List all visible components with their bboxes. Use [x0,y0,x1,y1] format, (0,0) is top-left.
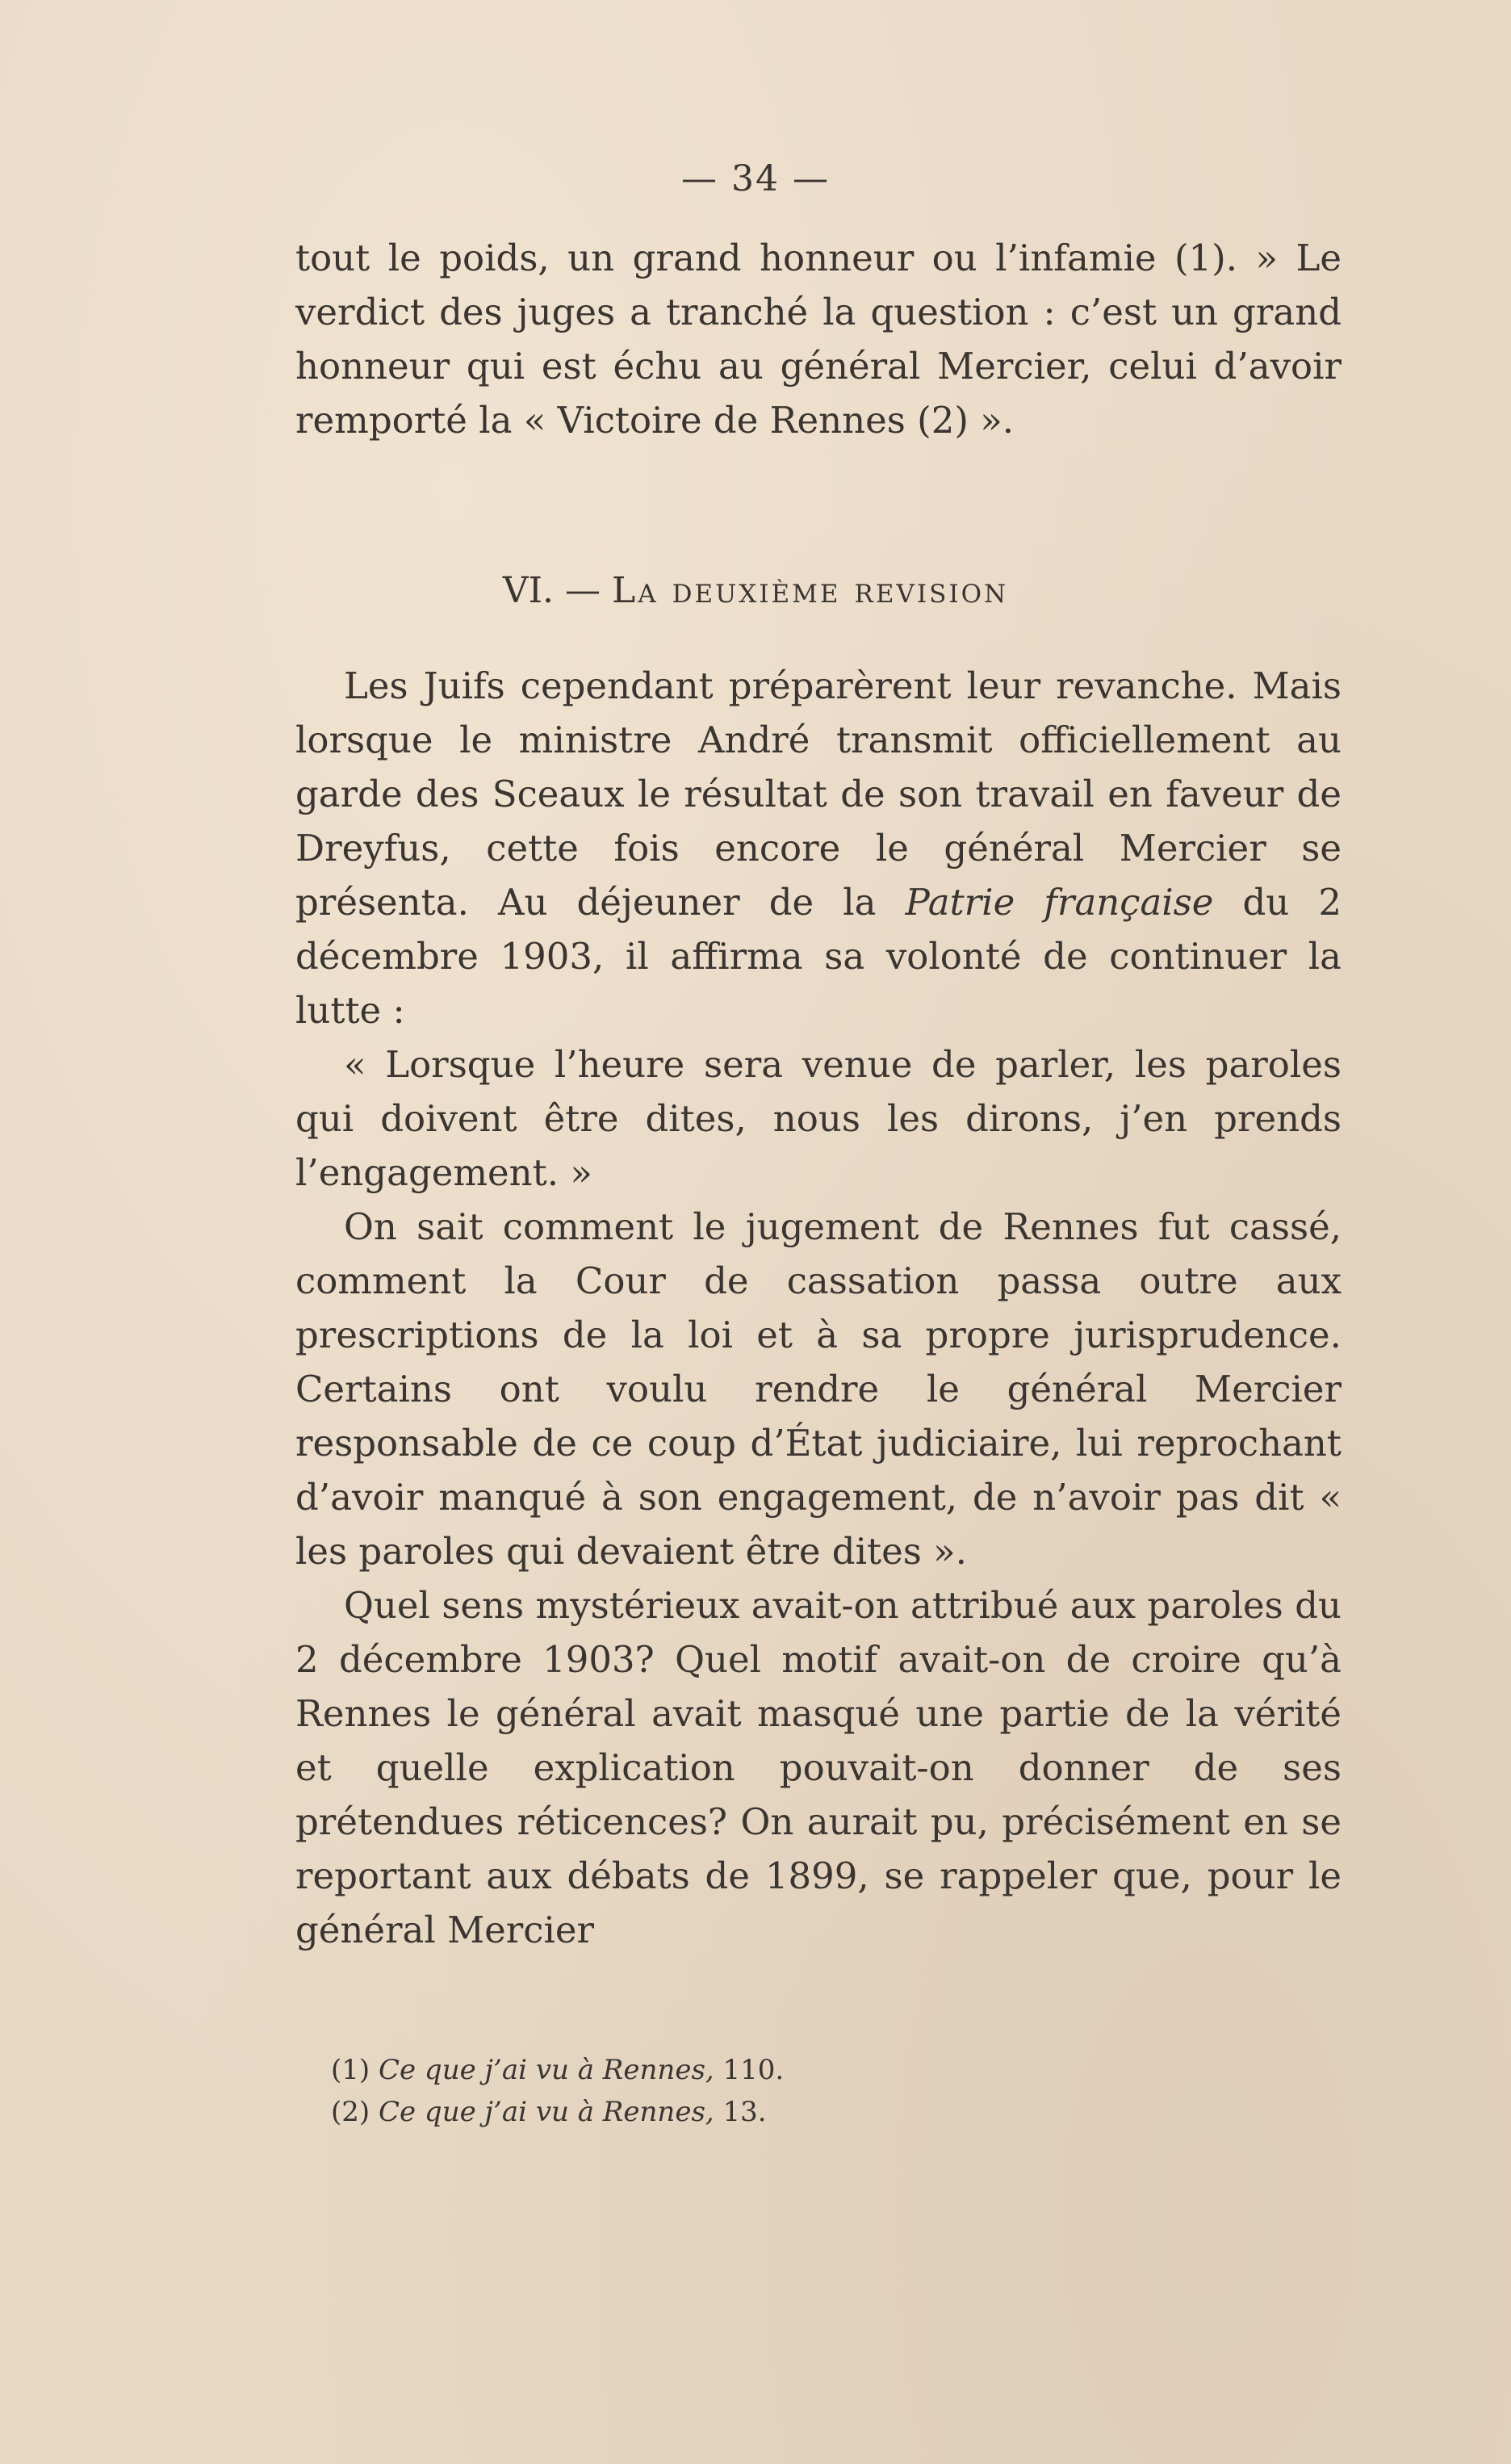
footnote-source: Ce que j’ai vu à Rennes, [378,2096,714,2128]
footnote-page: 13. [722,2096,767,2128]
section-heading [0,570,1511,611]
paragraph-text: Les Juifs cependant préparèrent leur revanche. Mais lorsque le ministre André transmit officiellement au garde des Sceaux le résultat de son travail en faveur de Dreyfus, cette fois encore le général Mercier se présenta. Au déjeuner de la [295,664,1341,924]
footnote-marker: (1) [331,2054,370,2086]
newspaper-title: Patrie française [905,881,1214,924]
section-number: VI. — [502,570,601,611]
intro-paragraph-block [295,231,1341,447]
footnote-marker: (2) [331,2096,370,2128]
paragraph-question: Quel sens mystérieux avait-on attribué aux paroles du 2 décembre 1903? Quel motif avait-on de croire qu’à Rennes le général avait masqué une partie de la vérité et quelle explication pouvait-on donner de ses prétendues réticences? On aurait pu, précisément en se reportant aux débats de 1899, se rappeler que, pour le général Mercier [295,1584,1341,1951]
page-number: — 34 — [681,158,830,199]
footnote [331,2049,1300,2091]
footnote-page: 110. [722,2054,785,2086]
footnotes [331,2049,1300,2133]
paragraph-revanche [295,659,1341,1037]
intro-paragraph: tout le poids, un grand honneur ou l’infamie (1). » Le verdict des juges a tranché la question : c’est un grand honneur qui est échu au général Mercier, celui d’avoir remporté la « Victoire de Rennes (2) ». [295,237,1341,442]
paragraph-quote: « Lorsque l’heure sera venue de parler, les paroles qui doivent être dites, nous les dirons, j’en prends l’engagement. » [295,1043,1341,1194]
paragraph-text: du 2 décembre 1903, il affirma sa volonté de continuer la lutte : [295,881,1341,1032]
body-text [295,659,1341,1957]
footnote [331,2091,1300,2133]
footnote-source: Ce que j’ai vu à Rennes, [378,2054,714,2086]
section-title: La deuxième revision [612,570,1009,611]
paragraph-cassation: On sait comment le jugement de Rennes fut cassé, comment la Cour de cassation passa outre aux prescriptions de la loi et à sa propre jurisprudence. Certains ont voulu rendre le général Mercier responsable de ce coup d’État judiciaire, lui reprochant d’avoir manqué à son engagement, de n’avoir pas dit « les paroles qui devaient être dites ». [295,1205,1341,1573]
